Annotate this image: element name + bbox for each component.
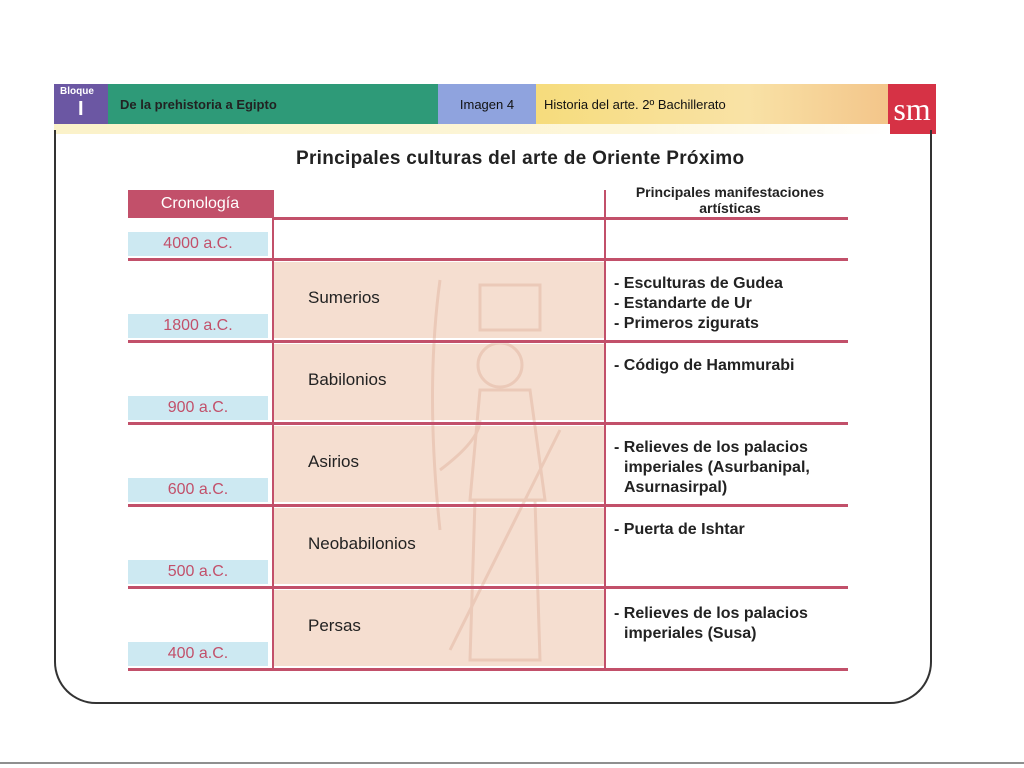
manifestations-cell <box>614 274 844 334</box>
unit-title-section <box>108 84 438 124</box>
manifestation-line: - Relieves de los palacios <box>614 605 808 622</box>
manifestation-line: - Esculturas de Gudea <box>614 275 783 292</box>
page-title: Principales culturas del arte de Oriente Próximo <box>296 148 745 169</box>
table-rule <box>128 586 848 589</box>
manifestations-cell <box>614 520 844 540</box>
culture-name: Persas <box>308 616 361 635</box>
date-label: 500 a.C. <box>128 560 268 584</box>
culture-name: Sumerios <box>308 288 380 307</box>
date-label: 400 a.C. <box>128 642 268 666</box>
table-rule <box>128 668 848 671</box>
manifestation-line: - Código de Hammurabi <box>614 357 795 374</box>
table-rule <box>128 504 848 507</box>
date-label: 900 a.C. <box>128 396 268 420</box>
date-label: 4000 a.C. <box>128 232 268 256</box>
bloque-badge <box>54 84 108 124</box>
table-rule <box>128 422 848 425</box>
manifestation-line: - Relieves de los palacios <box>614 439 808 456</box>
chronology-header: Cronología <box>128 190 272 218</box>
publisher-logo: sm <box>888 84 936 134</box>
table-divider-left <box>272 190 274 668</box>
table-rule <box>274 217 848 220</box>
date-label: 600 a.C. <box>128 478 268 502</box>
manifestations-cell <box>614 356 844 376</box>
course-title: Historia del arte. 2º Bachillerato <box>544 96 726 112</box>
manifestation-line: Asurnasirpal) <box>624 479 728 496</box>
manifestations-cell <box>614 438 844 498</box>
table-rule <box>128 258 848 261</box>
header-bar <box>54 84 936 127</box>
bloque-word: Bloque <box>60 86 94 97</box>
course-section <box>536 84 888 124</box>
bloque-number: I <box>78 98 84 120</box>
manifestation-line: imperiales (Susa) <box>624 625 757 642</box>
table-rule <box>128 340 848 343</box>
manifestation-line: - Primeros zigurats <box>614 315 759 332</box>
image-label: Imagen 4 <box>438 84 536 124</box>
manifestations-header: Principales manifestaciones artísticas <box>635 184 825 216</box>
assyrian-relief-watermark <box>420 270 580 665</box>
date-label: 1800 a.C. <box>128 314 268 338</box>
manifestation-line: - Puerta de Ishtar <box>614 521 745 538</box>
page-bottom-rule <box>0 762 1024 764</box>
culture-name: Babilonios <box>308 370 387 389</box>
unit-title: De la prehistoria a Egipto <box>120 96 277 112</box>
manifestation-line: imperiales (Asurbanipal, <box>624 459 810 476</box>
culture-name: Neobabilonios <box>308 534 416 553</box>
manifestations-cell <box>614 604 844 644</box>
culture-name: Asirios <box>308 452 360 471</box>
manifestation-line: - Estandarte de Ur <box>614 295 752 312</box>
table-divider-right <box>604 190 606 668</box>
